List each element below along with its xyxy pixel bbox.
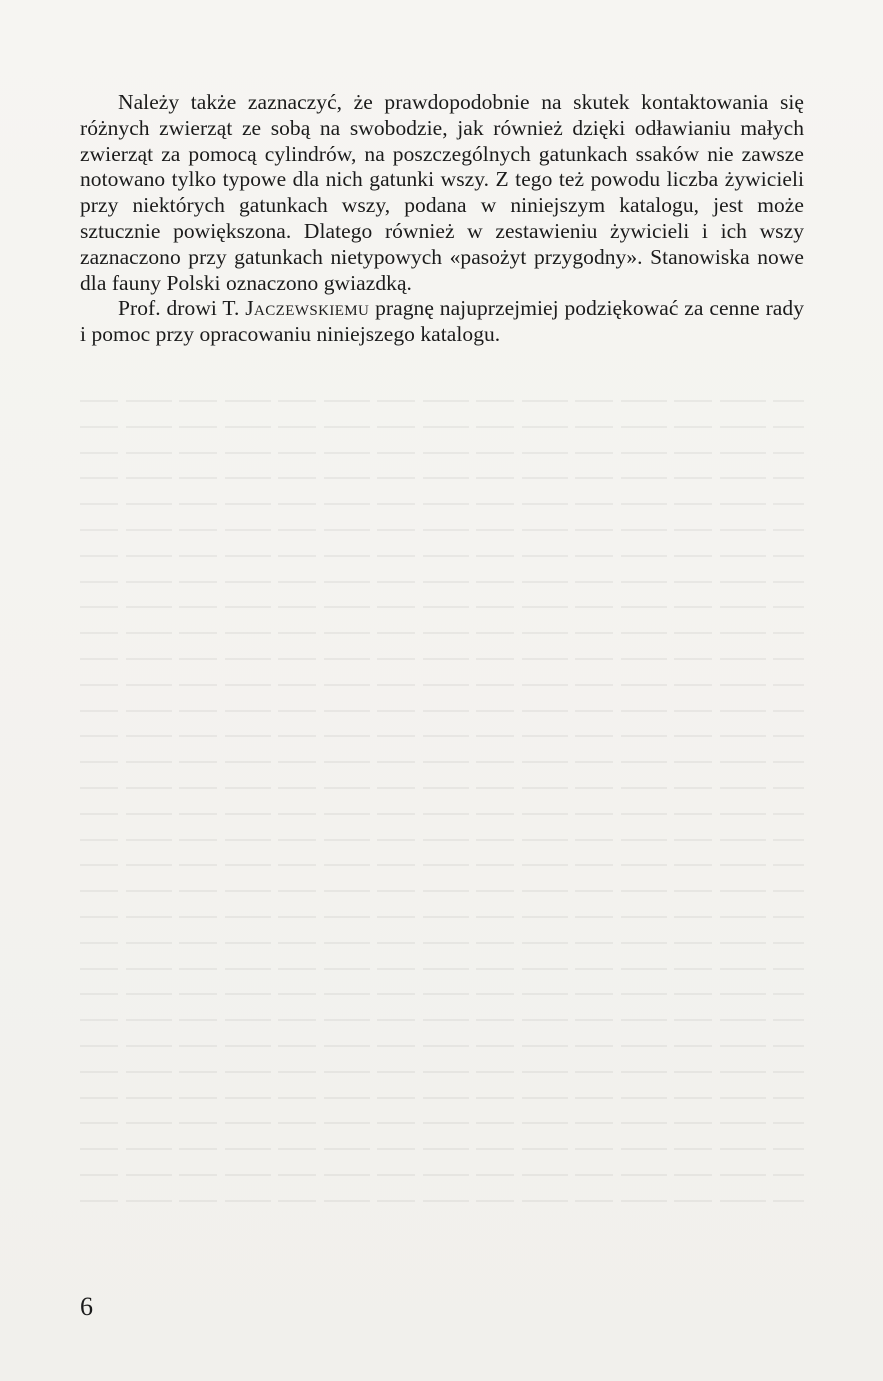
acknowledged-person-name: Jaczewskiemu — [245, 296, 370, 321]
acknowledgement-rest: pragnę najuprzejmiej podziękować za cenne rady i pomoc przy opracowaniu niniejszego katalogu. — [80, 296, 804, 347]
paragraph-host-note: Należy także zaznaczyć, że prawdopodobnie na skutek kontaktowania się różnych zwierząt ze sobą na swobodzie, jak również dzięki odławianiu małych zwierząt za pomocą cylindrów, na poszczególnych gatunkach ssaków nie zawsze notowano tylko typowe dla nich gatunki wszy. Z tego też powodu liczba żywicieli przy niektórych gatunkach wszy, podana w niniejszym katalogu, jest może sztucznie powiększona. Dlatego również w zestawieniu żywicieli i ich wszy zaznaczono przy gatunkach nietypowych «pasożyt przygodny». Stanowiska nowe dla fauny Polski oznaczono gwiazdką. — [80, 90, 804, 295]
acknowledgement-intro: Prof. drowi T. — [118, 296, 246, 321]
show-through-text — [80, 400, 804, 1260]
paragraph-acknowledgement — [80, 296, 804, 348]
page-number: 6 — [80, 1292, 93, 1321]
body-text — [80, 90, 804, 348]
